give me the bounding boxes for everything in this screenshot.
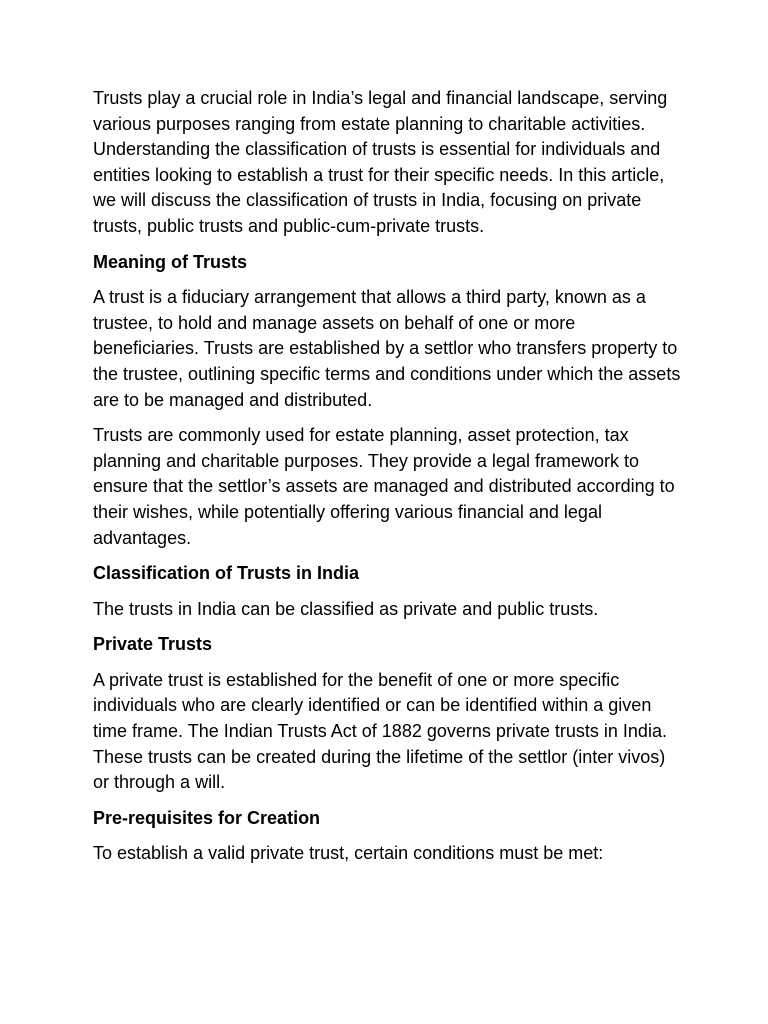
section-heading-private-trusts: Private Trusts bbox=[93, 634, 213, 655]
meaning-paragraph: A trust is a fiduciary arrangement that allows a third party, known as a trustee, to hold and manage assets on behalf of one or more beneficiaries. Trusts are established by a settlor who transfers property to the trustee, outlining specific terms and conditions under which the assets are to be managed and distributed. bbox=[93, 287, 681, 410]
section-heading-prerequisites: Pre-requisites for Creation bbox=[93, 807, 321, 828]
section-heading-classification: Classification of Trusts in India bbox=[93, 563, 360, 584]
section-heading-meaning: Meaning of Trusts bbox=[93, 251, 248, 272]
document-page bbox=[93, 86, 683, 877]
prerequisites-paragraph: To establish a valid private trust, certain conditions must be met: bbox=[93, 843, 604, 864]
uses-paragraph: Trusts are commonly used for estate planning, asset protection, tax planning and charitable purposes. They provide a legal framework to ensure that the settlor’s assets are managed and distributed according to their wishes, while potentially offering various financial and legal advantages. bbox=[93, 425, 675, 548]
intro-paragraph: Trusts play a crucial role in India’s legal and financial landscape, serving various purposes ranging from estate planning to charitable activities. Understanding the classification of trusts is essential for individuals and entities looking to establish a trust for their specific needs. In this article, we will discuss the classification of trusts in India, focusing on private trusts, public trusts and public-cum-private trusts. bbox=[93, 88, 668, 236]
private-trusts-paragraph: A private trust is established for the benefit of one or more specific individuals who are clearly identified or can be identified within a given time frame. The Indian Trusts Act of 1882 governs private trusts in India. These trusts can be created during the lifetime of the settlor (inter vivos) or through a will. bbox=[93, 669, 667, 793]
classification-paragraph: The trusts in India can be classified as private and public trusts. bbox=[93, 598, 599, 619]
